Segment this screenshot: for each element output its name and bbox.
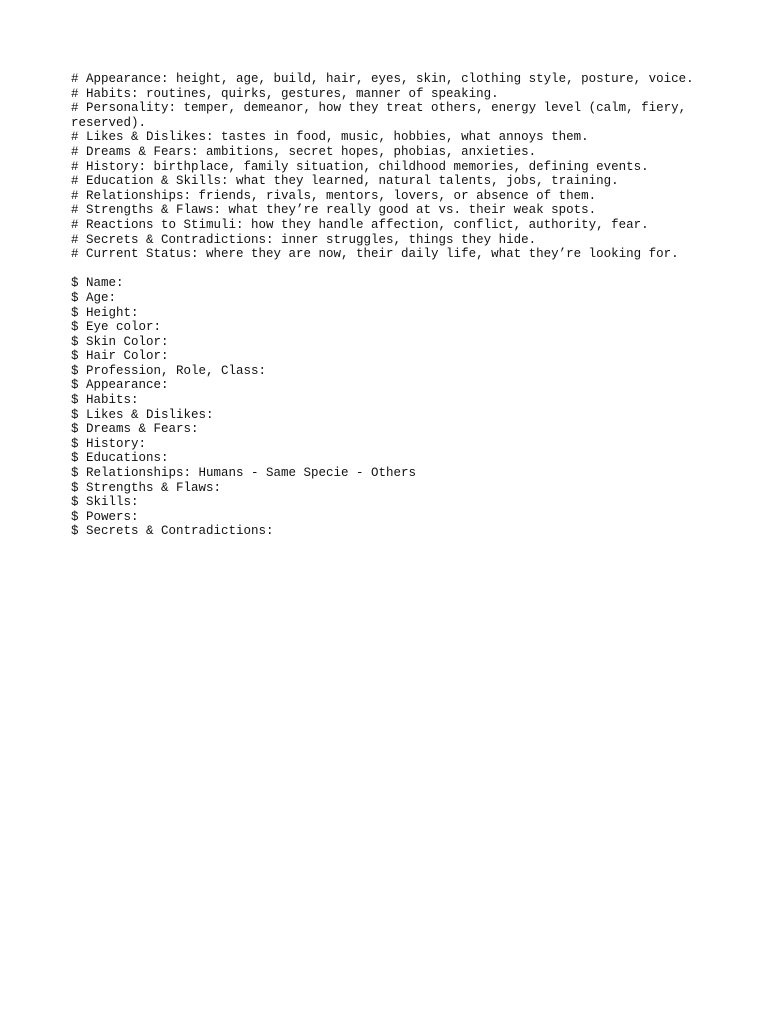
field-line: $ Relationships: Humans - Same Specie - Others xyxy=(71,466,417,481)
guideline-line: # Dreams & Fears: ambitions, secret hopes, phobias, anxieties. xyxy=(71,144,537,159)
field-line: $ Strengths & Flaws: xyxy=(71,480,222,495)
field-line: $ Educations: xyxy=(71,451,169,466)
field-line: $ History: xyxy=(71,436,147,451)
guideline-line: # Habits: routines, quirks, gestures, manner of speaking. xyxy=(71,86,499,101)
guideline-line: # Strengths & Flaws: what they’re really good at vs. their weak spots. xyxy=(71,203,597,218)
field-line: $ Profession, Role, Class: xyxy=(71,363,267,378)
guideline-line: # Current Status: where they are now, their daily life, what they’re looking for. xyxy=(71,247,679,262)
field-line: $ Age: xyxy=(71,290,117,305)
field-line: $ Likes & Dislikes: xyxy=(71,407,214,422)
guideline-line: # History: birthplace, family situation, childhood memories, defining events. xyxy=(71,159,649,174)
fields-section xyxy=(71,276,701,539)
guideline-line: # Education & Skills: what they learned, natural talents, jobs, training. xyxy=(71,174,619,189)
field-line: $ Habits: xyxy=(71,393,139,408)
field-line: $ Powers: xyxy=(71,509,139,524)
field-line: $ Height: xyxy=(71,305,139,320)
field-line: $ Skin Color: xyxy=(71,334,169,349)
guideline-line: # Personality: temper, demeanor, how they treat others, energy level (calm, fiery, reserved). xyxy=(71,101,694,130)
field-line: $ Dreams & Fears: xyxy=(71,422,199,437)
field-line: $ Hair Color: xyxy=(71,349,169,364)
field-line: $ Name: xyxy=(71,276,124,291)
guideline-line: # Relationships: friends, rivals, mentors, lovers, or absence of them. xyxy=(71,188,597,203)
field-line: $ Appearance: xyxy=(71,378,169,393)
guideline-line: # Appearance: height, age, build, hair, eyes, skin, clothing style, posture, voice. xyxy=(71,72,694,86)
field-line: $ Eye color: xyxy=(71,320,162,335)
guideline-line: # Likes & Dislikes: tastes in food, music, hobbies, what annoys them. xyxy=(71,130,589,145)
field-line: $ Secrets & Contradictions: xyxy=(71,524,274,539)
field-line: $ Skills: xyxy=(71,495,139,510)
guidelines-section xyxy=(71,72,701,262)
document-page xyxy=(71,72,701,539)
guideline-line: # Secrets & Contradictions: inner struggles, things they hide. xyxy=(71,232,537,247)
guideline-line: # Reactions to Stimuli: how they handle affection, conflict, authority, fear. xyxy=(71,217,649,232)
